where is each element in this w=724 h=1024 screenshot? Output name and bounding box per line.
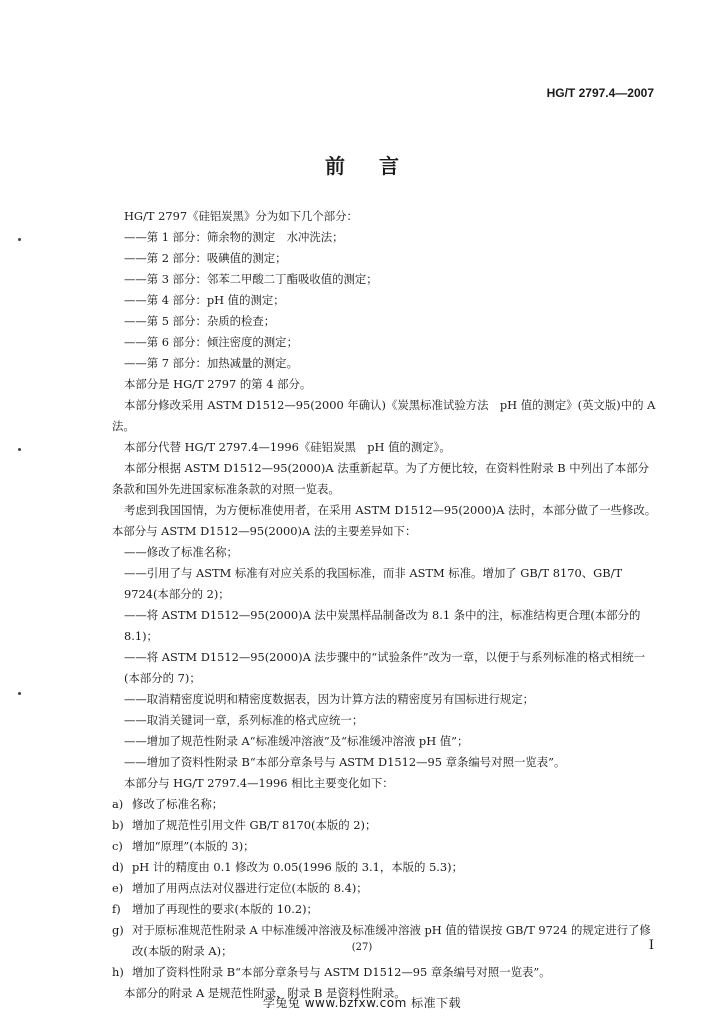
difference-item: ——取消精密度说明和精密度数据表，因为计算方法的精密度另有国标进行规定；	[124, 692, 535, 706]
scan-speck	[18, 692, 21, 695]
adoption-paragraph: 本部分修改采用 ASTM D1512—95(2000 年确认)《炭黑标准试验方法 pH 值的测定》(英文版)中的 A 法。	[112, 398, 656, 433]
change-label: h)	[112, 965, 124, 979]
scan-speck	[18, 238, 21, 241]
change-text: 增加了规范性引用文件 GB/T 8170(本版的 2)；	[132, 818, 377, 832]
part-item: ——第 1 部分：筛余物的测定 水冲洗法；	[124, 230, 344, 244]
foreword-body	[112, 206, 660, 1004]
change-label: c)	[112, 839, 123, 853]
change-text: 增加了再现性的要求(本版的 10.2)；	[132, 902, 318, 916]
site-watermark-footer: 学兔兔 www.bzfxw.com 标准下载	[262, 996, 462, 1010]
part-item: ——第 7 部分：加热减量的测定。	[124, 356, 298, 370]
intro-paragraph: HG/T 2797《硅铝炭黑》分为如下几个部分：	[124, 209, 358, 223]
change-label: e)	[112, 881, 124, 895]
change-label: g)	[112, 923, 124, 937]
change-text: 对于原标准规范性附录 A 中标准缓冲溶液及标准缓冲溶液 pH 值的错误按 GB/T 9724 的规定进行了修改(本版的附录 A)；	[132, 923, 651, 958]
difference-item: ——引用了与 ASTM 标准有对应关系的我国标准，而非 ASTM 标准。增加了 GB/T 8170、GB/T 9724(本部分的 2)；	[124, 566, 623, 601]
change-item	[112, 920, 660, 962]
change-label: b)	[112, 818, 124, 832]
modification-paragraph: 考虑到我国国情，为方便标准使用者，在采用 ASTM D1512—95(2000)A 法时，本部分做了一些修改。本部分与 ASTM D1512—95(2000)A 法的主要差异如下：	[112, 503, 657, 538]
difference-item: ——将 ASTM D1512—95(2000)A 法中炭黑样品制备改为 8.1 条中的注，标准结构更合理(本部分的 8.1)；	[124, 608, 641, 643]
change-label: a)	[112, 797, 124, 811]
part-item: ——第 2 部分：吸碘值的测定；	[124, 251, 287, 265]
change-text: 修改了标准名称；	[132, 797, 224, 811]
difference-item: ——将 ASTM D1512—95(2000)A 法步骤中的“试验条件”改为一章，以便于与系列标准的格式相统一(本部分的 7)；	[124, 650, 646, 685]
part-item: ——第 6 部分：倾注密度的测定；	[124, 335, 298, 349]
difference-item: ——增加了规范性附录 A“标准缓冲溶液”及“标准缓冲溶液 pH 值”；	[124, 734, 469, 748]
change-text: 增加了用两点法对仪器进行定位(本版的 8.4)；	[132, 881, 368, 895]
part-item: ——第 5 部分：杂质的检查；	[124, 314, 276, 328]
redraft-paragraph: 本部分根据 ASTM D1512—95(2000)A 法重新起草。为了方便比较，在资料性附录 B 中列出了本部分条款和国外先进国家标准条款的对照一览表。	[112, 461, 649, 496]
replacement-paragraph: 本部分代替 HG/T 2797.4—1996《硅铝炭黑 pH 值的测定》。	[124, 440, 451, 454]
part-item: ——第 3 部分：邻苯二甲酸二丁酯吸收值的测定；	[124, 272, 378, 286]
change-label: d)	[112, 860, 124, 874]
part-item: ——第 4 部分：pH 值的测定；	[124, 293, 285, 307]
difference-item: ——修改了标准名称；	[124, 545, 238, 559]
change-item	[112, 794, 660, 815]
change-label: f)	[112, 902, 121, 916]
change-item	[112, 815, 660, 836]
part-statement: 本部分是 HG/T 2797 的第 4 部分。	[124, 377, 312, 391]
change-text: 增加了资料性附录 B“本部分章条号与 ASTM D1512—95 章条编号对照一览表”。	[132, 965, 551, 979]
page-number: (27)	[351, 942, 373, 953]
standard-code: HG/T 2797.4—2007	[546, 86, 654, 100]
change-item	[112, 899, 660, 920]
change-text: pH 计的精度由 0.1 修改为 0.05(1996 版的 3.1，本版的 5.3)；	[132, 860, 464, 874]
annex-statement: 本部分的附录 A 是规范性附录，附录 B 是资料性附录。	[124, 986, 406, 1000]
change-item	[112, 857, 660, 878]
page-title: 前言	[325, 154, 433, 178]
changes-intro: 本部分与 HG/T 2797.4—1996 相比主要变化如下：	[124, 776, 394, 790]
scan-speck	[18, 448, 21, 451]
change-text: 增加“原理”(本版的 3)；	[132, 839, 255, 853]
roman-page-number: I	[648, 938, 654, 953]
change-item	[112, 962, 660, 983]
difference-item: ——增加了资料性附录 B“本部分章条号与 ASTM D1512—95 章条编号对照一览表”。	[124, 755, 566, 769]
change-item	[112, 878, 660, 899]
change-item	[112, 836, 660, 857]
difference-item: ——取消关键词一章，系列标准的格式应统一；	[124, 713, 364, 727]
